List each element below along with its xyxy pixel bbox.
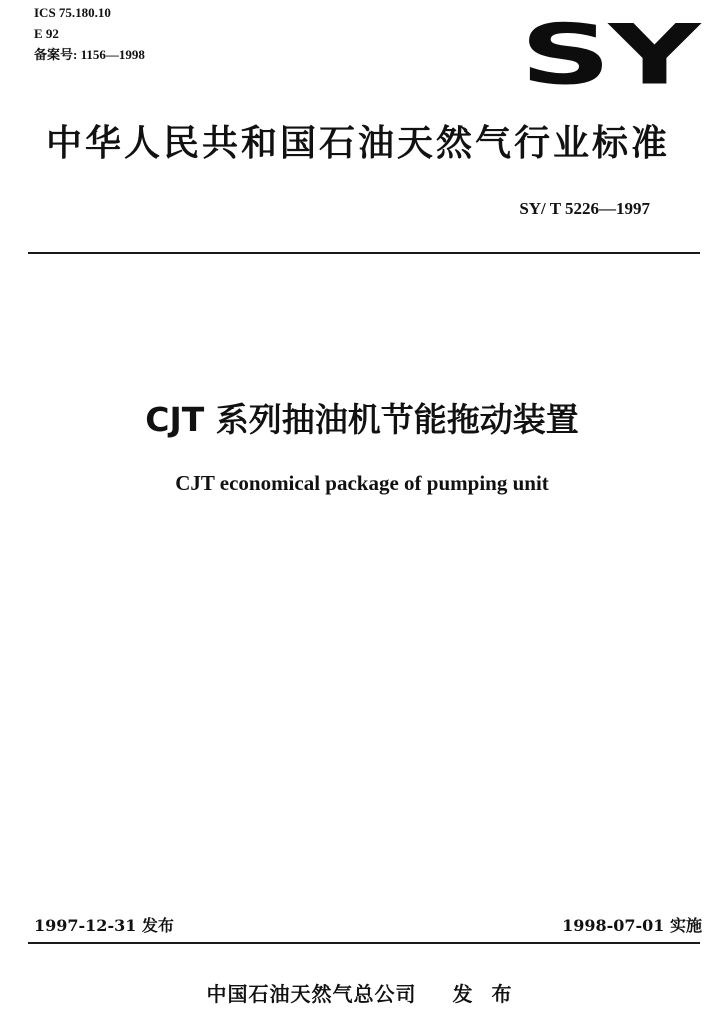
sy-logo: SY <box>520 7 698 104</box>
publisher-organization: 中国石油天然气总公司 <box>206 982 417 1006</box>
publisher-line <box>0 980 724 1008</box>
standard-category-title: 中华人民共和国石油天然气行业标准 <box>46 123 671 164</box>
document-title: CJT 系列抽油机节能拖动装置 <box>145 400 579 439</box>
standard-code: SY/ T 5226—1997 <box>519 199 650 218</box>
bottom-divider <box>28 942 700 944</box>
publisher-action: 发 布 <box>452 982 518 1006</box>
document-subtitle: CJT economical package of pumping unit <box>175 471 549 495</box>
document-metadata <box>34 2 145 65</box>
top-divider <box>28 252 700 254</box>
filing-number: 备案号: 1156—1998 <box>34 47 145 62</box>
issue-date: 1997-12-31 发布 <box>34 916 174 935</box>
ics-code: ICS 75.180.10 <box>34 5 111 20</box>
effective-date: 1998-07-01 实施 <box>562 916 702 935</box>
classification-code: E 92 <box>34 26 59 41</box>
